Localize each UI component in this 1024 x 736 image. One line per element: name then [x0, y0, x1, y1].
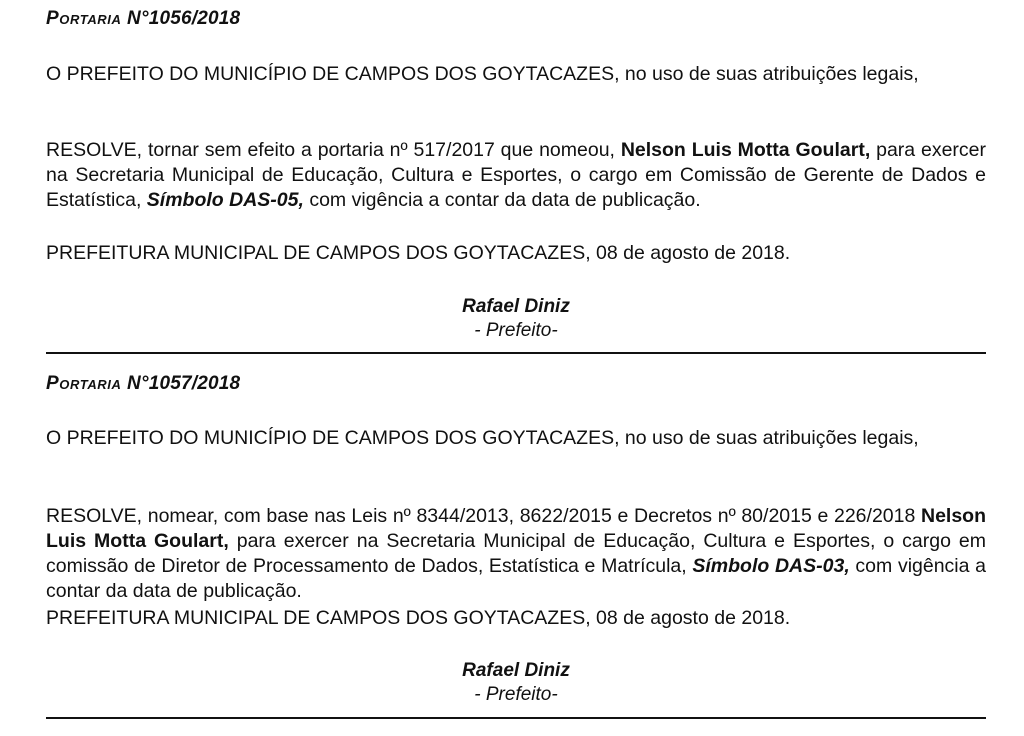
portaria-closing: PREFEITURA MUNICIPAL DE CAMPOS DOS GOYTACAZES, 08 de agosto de 2018.	[46, 607, 791, 629]
portaria-resolve	[46, 138, 986, 213]
resolve-text-3: com vigência a contar da data de publicação.	[46, 555, 987, 602]
resolve-text-2: para exercer na Secretaria Municipal de Educação, Cultura e Esportes, o cargo em Comissão de Gerente de Dados e Estatística,	[46, 139, 987, 211]
symbol-code: Símbolo DAS-03,	[692, 555, 850, 577]
portaria-title-prefix: Portaria	[46, 8, 122, 29]
resolve-text-1: RESOLVE, tornar sem efeito a portaria nº 517/2017 que nomeou,	[46, 139, 621, 161]
person-name: Nelson Luis Motta Goulart,	[46, 505, 986, 552]
signer-name: Rafael Diniz	[462, 296, 570, 317]
portaria-1056	[46, 8, 240, 30]
section-divider	[46, 352, 986, 354]
portaria-title	[46, 8, 240, 30]
portaria-intro: O PREFEITO DO MUNICÍPIO DE CAMPOS DOS GOYTACAZES, no uso de suas atribuições legais,	[46, 427, 919, 449]
resolve-text-2: para exercer na Secretaria Municipal de Educação, Cultura e Esportes, o cargo em comissão de Diretor de Processamento de Dados, Estatística e Matrícula,	[46, 530, 986, 577]
signature-block	[46, 659, 986, 707]
portaria-title	[46, 373, 240, 395]
person-name: Nelson Luis Motta Goulart,	[620, 139, 871, 161]
signer-role: - Prefeito-	[474, 684, 558, 705]
signature-block	[46, 295, 986, 343]
portaria-title-prefix: Portaria	[46, 373, 122, 394]
portaria-title-number: N°1057/2018	[126, 373, 241, 394]
resolve-text-1: RESOLVE, nomear, com base nas Leis nº 8344/2013, 8622/2015 e Decretos nº 80/2015 e 226/2018	[46, 505, 921, 527]
portaria-closing: PREFEITURA MUNICIPAL DE CAMPOS DOS GOYTACAZES, 08 de agosto de 2018.	[46, 242, 791, 264]
signer-role: - Prefeito-	[474, 320, 558, 341]
signer-name: Rafael Diniz	[462, 660, 570, 681]
portaria-1057	[46, 373, 240, 395]
symbol-code: Símbolo DAS-05,	[146, 189, 304, 211]
portaria-title-number: N°1056/2018	[126, 8, 241, 29]
resolve-text-3: com vigência a contar da data de publicação.	[303, 189, 701, 211]
section-divider	[46, 717, 986, 719]
portaria-resolve	[46, 504, 986, 604]
portaria-intro: O PREFEITO DO MUNICÍPIO DE CAMPOS DOS GOYTACAZES, no uso de suas atribuições legais,	[46, 63, 919, 85]
